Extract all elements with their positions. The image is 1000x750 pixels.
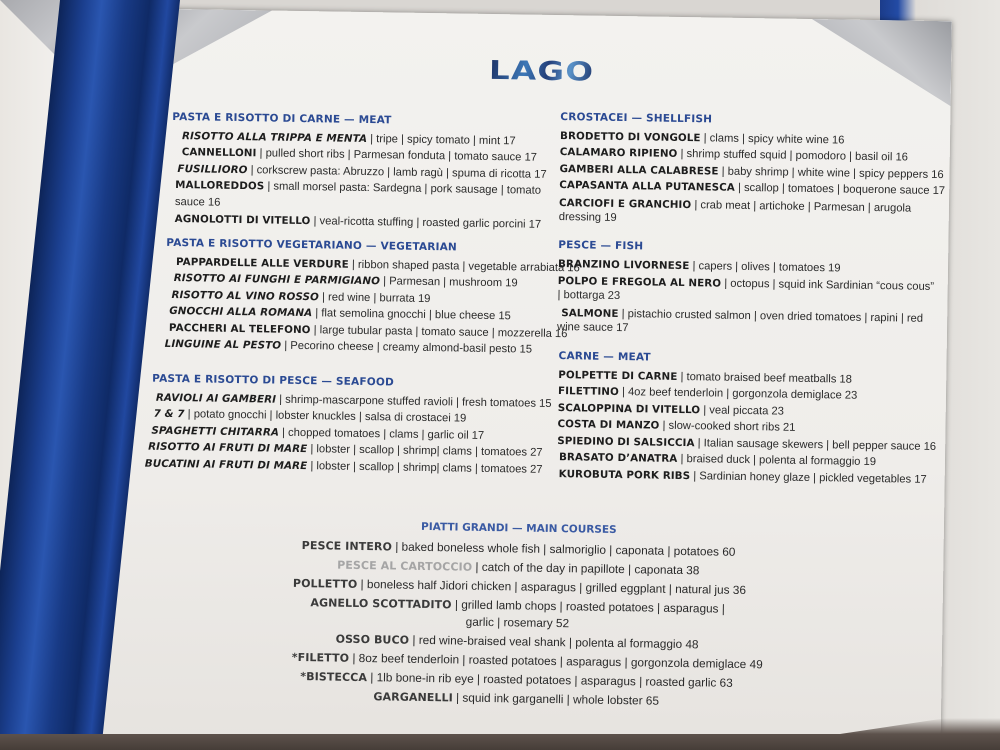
section-pasta-meat [171,109,563,234]
menu-item: RAVIOLI AI GAMBERI | shrimp-mascarpone stuffed ravioli | fresh tomatoes 15 [155,391,552,410]
section-meat [557,348,949,488]
menu-item: POLPO E FREGOLA AL NERO | octopus | squid ink Sardinian “cous cous” | bottarga 23 [557,275,935,303]
section-fish [557,237,948,340]
menu-item: OSSO BUCO | red wine-braised veal shank | polenta al formaggio 48 [335,632,699,652]
menu-item: SCALOPPINA DI VITELLO | veal piccata 23 [557,401,785,418]
menu-item: GAMBERI ALLA CALABRESE | baby shrimp | white wine | spicy peppers 16 [559,162,944,181]
menu-item: *FILETTO | 8oz beef tenderloin | roasted potatoes | asparagus | gorgonzola demiglace 49 [291,650,763,672]
menu-item: CALAMARO RIPIENO | shrimp stuffed squid | pomodoro | basil oil 16 [559,146,909,164]
menu-item: COSTA DI MANZO | slow-cooked short ribs 21 [557,418,796,434]
menu-item: SPAGHETTI CHITARRA | chopped tomatoes | clams | garlic oil 17 [151,424,485,442]
menu-item: *BISTECCA | 1lb bone-in rib eye | roasted potatoes | asparagus | roasted garlic 63 [300,670,733,690]
menu-item: BRANZINO LIVORNESE | capers | olives | tomatoes 19 [557,257,841,274]
menu-item: PACCHERI AL TELEFONO | large tubular pasta | tomato sauce | mozzerella 16 [168,321,568,340]
menu-item: FILETTINO | 4oz beef tenderloin | gorgonzola demiglace 23 [557,385,858,402]
menu-item: AGNOLOTTI DI VITELLO | veal-ricotta stuffing | roasted garlic porcini 17 [174,213,542,231]
section-heading: PASTA E RISOTTO DI CARNE — MEAT [172,110,392,127]
menu-item: RISOTTO AI FUNGHI E PARMIGIANO | Parmesan | mushroom 19 [173,272,518,290]
menu-item: RISOTTO ALLA TRIPPA E MENTA | tripe | spicy tomato | mint 17 [181,129,516,147]
menu-item: AGNELLO SCOTTADITO | grilled lamb chops | roasted potatoes | asparagus | garlic | rosemary 52 [310,596,725,631]
menu-item: PESCE AL CARTOCCIO | catch of the day in papillote | caponata 38 [337,558,700,578]
menu-item: SALMONE | pistachio crusted salmon | oven dried tomatoes | rapini | red wine sauce 17 [556,307,924,335]
silver-corner-top-right [811,19,952,106]
menu-item: GNOCCHI ALLA ROMANA | flat semolina gnocchi | blue cheese 15 [169,304,511,323]
menu-item: 7 & 7 | potato gnocchi | lobster knuckles | salsa di crostacei 19 [153,407,467,425]
section-heading: PASTA E RISOTTO DI PESCE — SEAFOOD [152,372,395,389]
menu-item: CANNELLONI | pulled short ribs | Parmesan fonduta | tomato sauce 17 [181,146,538,164]
menu-item: BUCATINI AI FRUTI DI MARE | lobster | scallop | shrimp| clams | tomatoes 27 [144,457,543,476]
menu-item: PESCE INTERO | baked boneless whole fish | salmoriglio | caponata | potatoes 60 [301,539,736,559]
menu-item: BRASATO D’ANATRA | braised duck | polenta al formaggio 19 [558,451,877,469]
menu-item: KUROBUTA PORK RIBS | Sardinian honey glaze | pickled vegetables 17 [558,467,927,486]
menu-item: POLLETTO | boneless half Jidori chicken | asparagus | grilled eggplant | natural jus 36 [292,576,747,598]
menu-item: POLPETTE DI CARNE | tomato braised beef meatballs 18 [558,368,853,386]
section-pasta-vegetarian [164,235,580,359]
restaurant-logo: LAGO [488,55,595,88]
section-heading: PESCE — FISH [558,239,644,253]
menu-item: SPIEDINO DI SALSICCIA | Italian sausage skewers | bell pepper sauce 16 [557,434,937,453]
menu-item: LINGUINE AL PESTO | Pecorino cheese | creamy almond-basil pesto 15 [164,337,533,356]
section-heading: CROSTACEI — SHELLFISH [560,111,713,126]
menu-item: RISOTTO AL VINO ROSSO | red wine | burrata 19 [171,288,431,305]
menu-item: BRODETTO DI VONGOLE | clams | spicy white wine 16 [559,129,845,147]
menu-item: GARGANELLI | squid ink garganelli | whole lobster 65 [373,690,660,708]
section-main-courses [291,516,763,712]
menu-item: FUSILLIORO | corkscrew pasta: Abruzzo | lamb ragù | spuma di ricotta 17 [177,162,547,181]
section-shellfish [559,109,951,230]
menu-item: CAPASANTA ALLA PUTANESCA | scallop | tomatoes | boquerone sauce 17 [559,179,946,198]
menu-page [100,8,952,750]
section-heading: PIATTI GRANDI — MAIN COURSES [421,520,617,536]
menu-item: RISOTTO AI FRUTI DI MARE | lobster | scallop | shrimp| clams | tomatoes 27 [148,440,543,459]
menu-item: CARCIOFI E GRANCHIO | crab meat | artichoke | Parmesan | arugola dressing 19 [558,196,912,224]
section-heading: PASTA E RISOTTO VEGETARIANO — VEGETARIAN [166,236,458,254]
section-heading: CARNE — MEAT [558,350,651,364]
menu-item: PAPPARDELLE ALLE VERDURE | ribbon shaped pasta | vegetable arrabiata 16 [175,255,580,274]
section-pasta-seafood [145,371,567,479]
menu-item: MALLOREDDOS | small morsel pasta: Sardegna | pork sausage | tomato sauce 16 [174,179,542,209]
